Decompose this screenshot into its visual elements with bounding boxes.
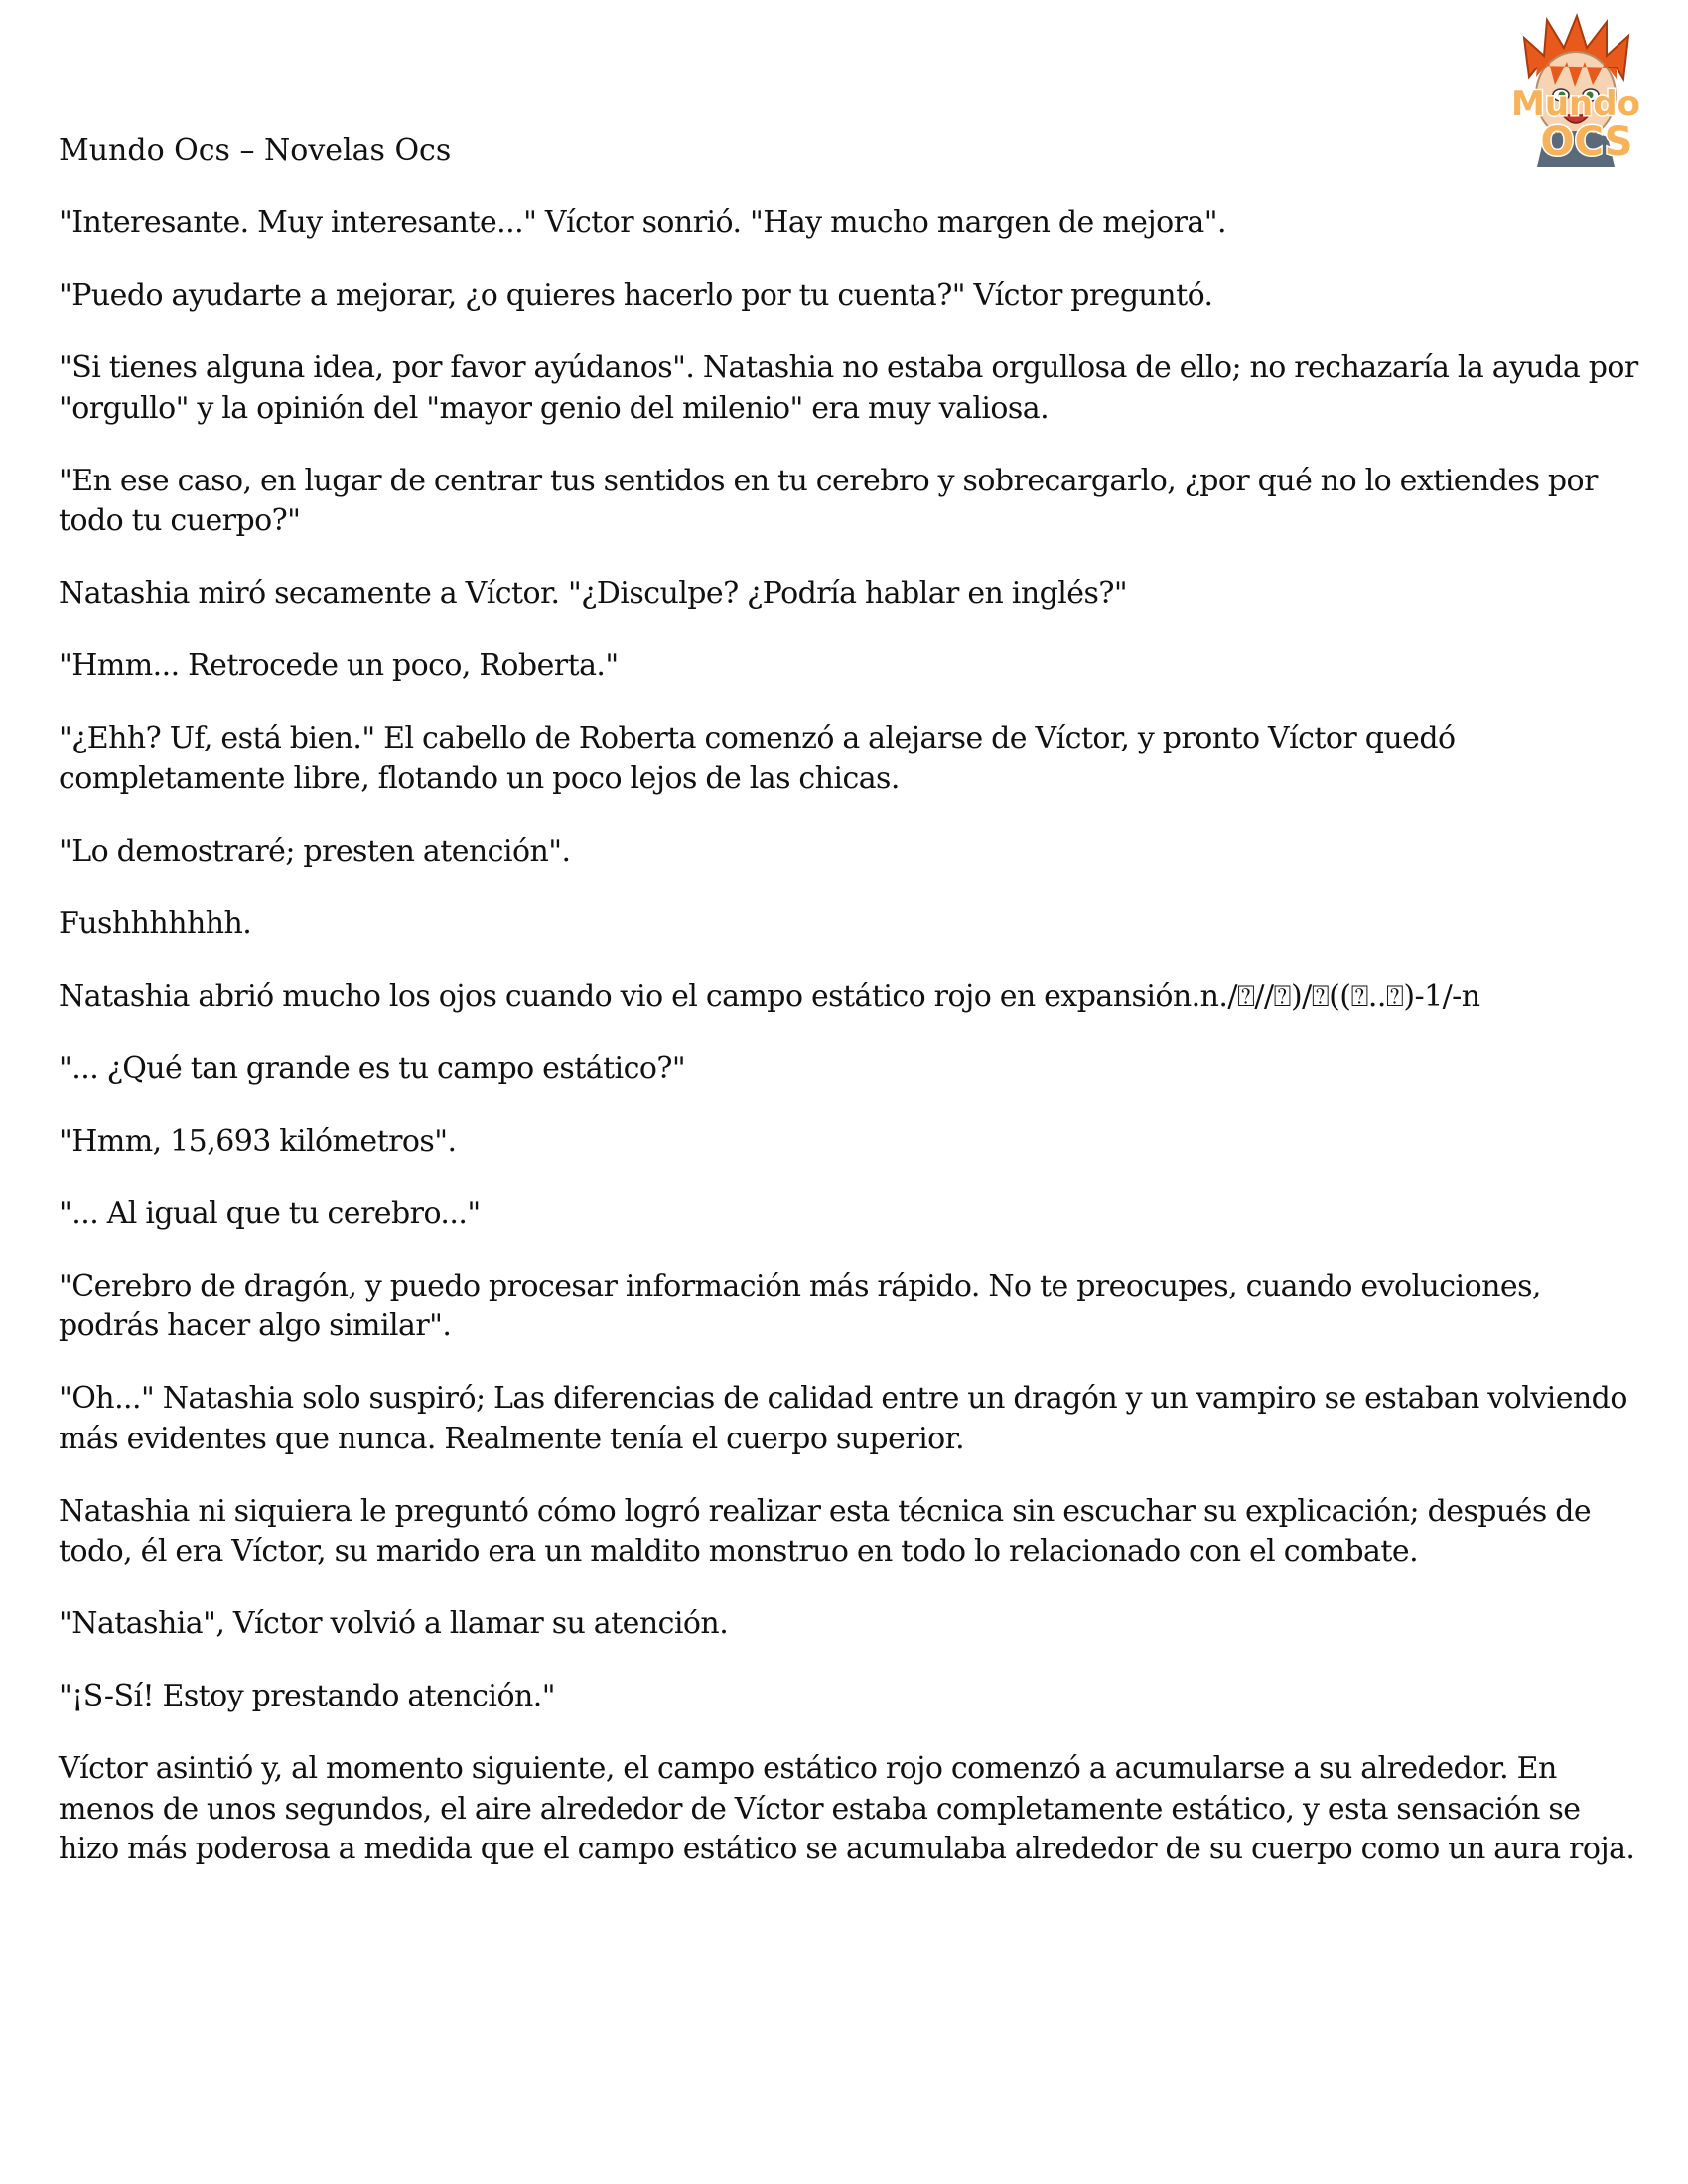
paragraph: "... Al igual que tu cerebro..." [59, 1195, 481, 1231]
paragraph: Víctor asintió y, al momento siguiente, el campo estático rojo comenzó a acumularse a su alrededor. En menos de unos segundos, el aire alrededor de Víctor estaba completamente estático, y esta sensación se hizo más poderosa a medida que el campo estático se acumulaba alrededor de su cuerpo como un aura roja. [59, 1751, 1635, 1866]
paragraph: Natashia miró secamente a Víctor. "¿Disculpe? ¿Podría hablar en inglés?" [59, 576, 1128, 611]
mundo-ocs-logo-icon [1489, 8, 1663, 182]
paragraph: "Hmm, 15,693 kilómetros". [59, 1123, 457, 1159]
paragraph: Fushhhhhhh. [59, 905, 252, 941]
logo-text-line1: Mundo [1511, 84, 1640, 124]
paragraph: Natashia abrió mucho los ojos cuando vio el campo estático rojo en expansión.n./⍰//⍰)/⍰((⍰..⍰)-1/-n [59, 978, 1480, 1014]
paragraph: "Si tienes alguna idea, por favor ayúdanos". Natashia no estaba orgullosa de ello; no rechazaría la ayuda por "orgullo" y la opinión del "mayor genio del milenio" era muy valiosa. [59, 350, 1638, 426]
paragraph: "Puedo ayudarte a mejorar, ¿o quieres hacerlo por tu cuenta?" Víctor preguntó. [59, 278, 1213, 313]
paragraph: "Cerebro de dragón, y puedo procesar información más rápido. No te preocupes, cuando evoluciones, podrás hacer algo similar". [59, 1268, 1541, 1343]
paragraph: "Interesante. Muy interesante..." Víctor sonrió. "Hay mucho margen de mejora". [59, 205, 1226, 240]
paragraph: "Lo demostraré; presten atención". [59, 833, 571, 869]
paragraph: "En ese caso, en lugar de centrar tus sentidos en tu cerebro y sobrecargarlo, ¿por qué no lo extiendes por todo tu cuerpo?" [59, 463, 1598, 538]
paragraph: "Oh..." Natashia solo suspiró; Las diferencias de calidad entre un dragón y un vampiro se estaban volviendo más evidentes que nunca. Realmente tenía el cuerpo superior. [59, 1381, 1627, 1456]
paragraph: "¡S-Sí! Estoy prestando atención." [59, 1679, 555, 1713]
document-body [59, 204, 1647, 1902]
paragraph: Natashia ni siquiera le preguntó cómo logró realizar esta técnica sin escuchar su explicación; después de todo, él era Víctor, su marido era un maldito monstruo en todo lo relacionado con el combate. [59, 1493, 1592, 1569]
paragraph: "¿Ehh? Uf, está bien." El cabello de Roberta comenzó a alejarse de Víctor, y pronto Víctor quedó completamente libre, flotando un poco lejos de las chicas. [59, 721, 1456, 796]
document-header: Mundo Ocs – Novelas Ocs [59, 133, 452, 168]
logo-text-line2: OCS [1540, 119, 1633, 165]
paragraph: "... ¿Qué tan grande es tu campo estático?" [59, 1050, 686, 1086]
paragraph: "Hmm... Retrocede un poco, Roberta." [59, 648, 619, 683]
mundo-ocs-logo [1489, 8, 1663, 182]
paragraph: "Natashia", Víctor volvió a llamar su atención. [59, 1606, 729, 1641]
